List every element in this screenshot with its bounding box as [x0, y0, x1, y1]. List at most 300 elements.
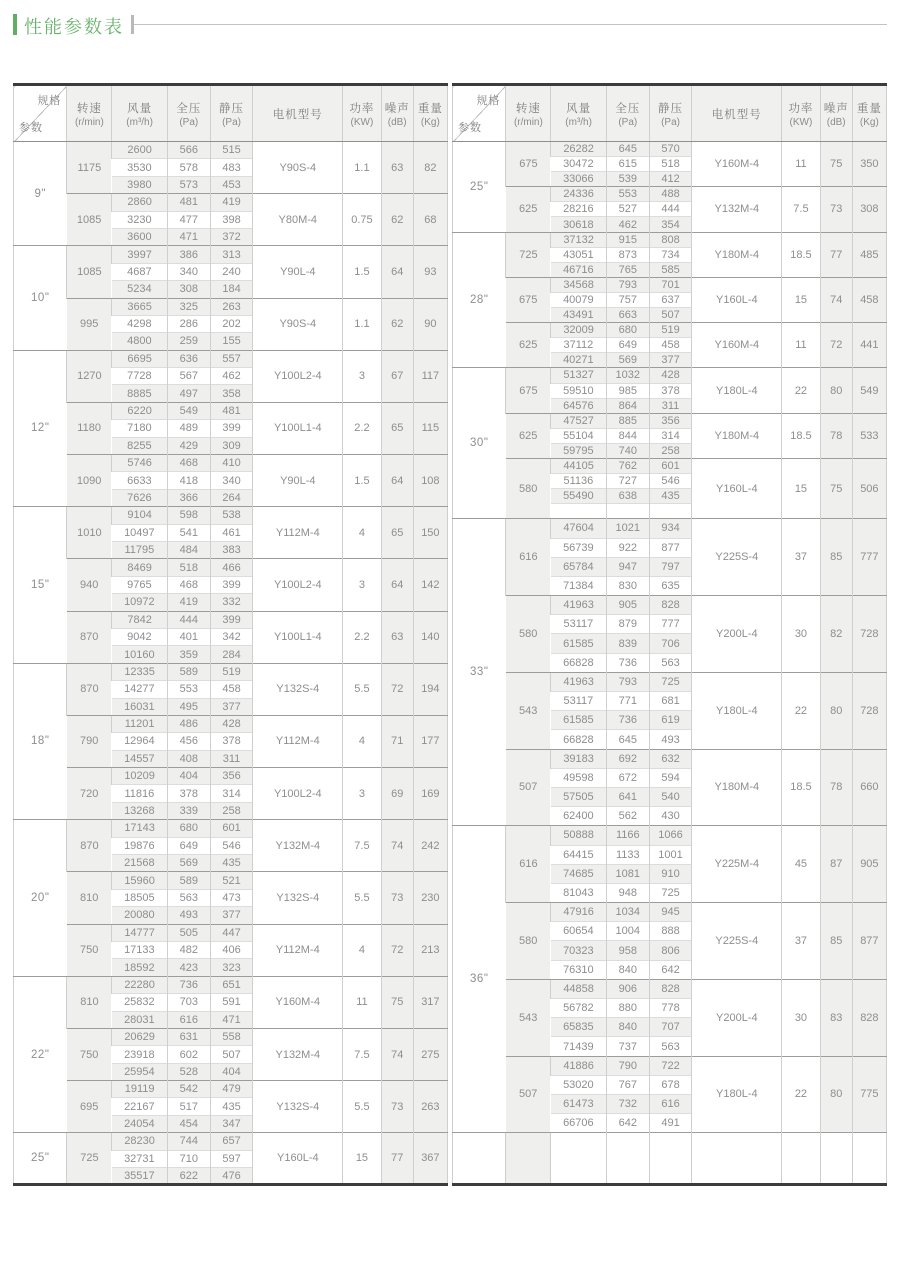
table-body — [453, 142, 887, 1185]
performance-table-right — [452, 83, 887, 1186]
motor-model-cell: Y160M-4 — [692, 142, 782, 187]
static-pressure-cell: 540 — [649, 787, 692, 806]
column-header-label: 全压 — [615, 102, 641, 115]
rpm-cell: 695 — [67, 1081, 112, 1133]
static-pressure-cell: 358 — [210, 385, 253, 402]
column-header-noise-cell — [820, 85, 852, 142]
air-volume-cell: 18505 — [112, 889, 168, 906]
table-header — [453, 85, 887, 142]
column-header-total-pressure-cell — [167, 85, 210, 142]
noise-cell: 85 — [820, 903, 852, 980]
noise-cell: 63 — [381, 142, 413, 194]
total-pressure-cell: 484 — [167, 541, 210, 558]
static-pressure-cell: 594 — [649, 768, 692, 787]
power-cell: 3 — [343, 768, 381, 820]
table-row — [453, 1056, 887, 1075]
rpm-cell: 750 — [67, 1028, 112, 1080]
total-pressure-cell: 505 — [167, 924, 210, 941]
static-pressure-cell: 725 — [649, 672, 692, 691]
power-cell: 15 — [343, 1133, 381, 1185]
motor-model-cell: Y132S-4 — [253, 872, 343, 924]
air-volume-cell: 9765 — [112, 576, 168, 593]
air-volume-cell: 40271 — [551, 353, 607, 368]
power-cell: 5.5 — [343, 663, 381, 715]
air-volume-cell: 64576 — [551, 398, 607, 413]
table-row — [453, 903, 887, 922]
spec-cell — [453, 1133, 506, 1185]
total-pressure-cell: 386 — [167, 246, 210, 263]
power-cell: 18.5 — [782, 749, 820, 826]
table-row — [14, 142, 448, 159]
static-pressure-cell: 507 — [210, 1046, 253, 1063]
air-volume-cell: 11795 — [112, 541, 168, 558]
static-pressure-cell: 601 — [210, 820, 253, 837]
total-pressure-cell: 638 — [606, 489, 649, 504]
static-pressure-cell: 378 — [649, 383, 692, 398]
column-header-unit: (Pa) — [618, 116, 638, 128]
motor-model-cell: Y90L-4 — [253, 246, 343, 298]
total-pressure-cell: 906 — [606, 979, 649, 998]
static-pressure-cell: 546 — [649, 474, 692, 489]
total-pressure-cell: 562 — [606, 807, 649, 826]
air-volume-cell: 49598 — [551, 768, 607, 787]
weight-cell: 506 — [852, 458, 886, 518]
air-volume-cell: 5746 — [112, 455, 168, 472]
rpm-cell: 870 — [67, 663, 112, 715]
air-volume-cell: 30618 — [551, 217, 607, 232]
total-pressure-cell: 468 — [167, 576, 210, 593]
air-volume-cell: 6695 — [112, 350, 168, 367]
static-pressure-cell: 342 — [210, 628, 253, 645]
total-pressure-cell — [606, 504, 649, 519]
air-volume-cell: 22167 — [112, 1098, 168, 1115]
rpm-cell: 625 — [506, 413, 551, 458]
static-pressure-cell: 483 — [210, 159, 253, 176]
static-pressure-cell: 471 — [210, 1011, 253, 1028]
air-volume-cell — [551, 1133, 607, 1185]
static-pressure-cell: 635 — [649, 576, 692, 595]
weight-cell: 194 — [413, 663, 447, 715]
weight-cell: 458 — [852, 277, 886, 322]
total-pressure-cell: 636 — [167, 350, 210, 367]
table-row — [14, 246, 448, 263]
weight-cell: 275 — [413, 1028, 447, 1080]
air-volume-cell: 34568 — [551, 277, 607, 292]
air-volume-cell: 32009 — [551, 323, 607, 338]
air-volume-cell: 7626 — [112, 489, 168, 506]
weight-cell: 117 — [413, 350, 447, 402]
air-volume-cell: 10209 — [112, 768, 168, 785]
table-row — [453, 187, 887, 202]
total-pressure-cell: 736 — [606, 653, 649, 672]
power-cell: 4 — [343, 924, 381, 976]
air-volume-cell: 9042 — [112, 628, 168, 645]
column-header-unit: (KW) — [350, 116, 374, 128]
table-row — [453, 458, 887, 473]
air-volume-cell: 41963 — [551, 672, 607, 691]
total-pressure-cell: 790 — [606, 1056, 649, 1075]
air-volume-cell: 10972 — [112, 594, 168, 611]
spec-cell: 25" — [453, 142, 506, 233]
total-pressure-cell: 404 — [167, 768, 210, 785]
corner-label-param: 参数 — [458, 122, 482, 134]
motor-model-cell: Y100L2-4 — [253, 559, 343, 611]
column-header-weight-cell — [852, 85, 886, 142]
air-volume-cell: 4800 — [112, 333, 168, 350]
air-volume-cell: 71384 — [551, 576, 607, 595]
air-volume-cell: 35517 — [112, 1168, 168, 1185]
static-pressure-cell: 518 — [649, 157, 692, 172]
total-pressure-cell: 471 — [167, 228, 210, 245]
air-volume-cell: 51136 — [551, 474, 607, 489]
power-cell: 18.5 — [782, 232, 820, 277]
power-cell: 5.5 — [343, 1081, 381, 1133]
motor-model-cell: Y90S-4 — [253, 142, 343, 194]
total-pressure-cell: 645 — [606, 142, 649, 157]
air-volume-cell: 10497 — [112, 524, 168, 541]
power-cell: 1.1 — [343, 142, 381, 194]
column-header-label: 转速 — [76, 102, 102, 115]
weight-cell: 177 — [413, 715, 447, 767]
weight-cell: 828 — [852, 979, 886, 1056]
total-pressure-cell: 456 — [167, 733, 210, 750]
air-volume-cell: 47527 — [551, 413, 607, 428]
total-pressure-cell: 757 — [606, 292, 649, 307]
static-pressure-cell: 356 — [210, 768, 253, 785]
static-pressure-cell: 323 — [210, 959, 253, 976]
total-pressure-cell: 566 — [167, 142, 210, 159]
power-cell: 1.5 — [343, 455, 381, 507]
static-pressure-cell: 311 — [210, 750, 253, 767]
air-volume-cell: 28230 — [112, 1133, 168, 1150]
air-volume-cell: 3665 — [112, 298, 168, 315]
rpm-cell: 750 — [67, 924, 112, 976]
air-volume-cell: 9104 — [112, 507, 168, 524]
motor-model-cell: Y160L-4 — [253, 1133, 343, 1185]
total-pressure-cell: 985 — [606, 383, 649, 398]
weight-cell: 877 — [852, 903, 886, 980]
static-pressure-cell: 184 — [210, 281, 253, 298]
total-pressure-cell: 578 — [167, 159, 210, 176]
total-pressure-cell: 680 — [167, 820, 210, 837]
noise-cell: 62 — [381, 298, 413, 350]
air-volume-cell: 24336 — [551, 187, 607, 202]
air-volume-cell: 65835 — [551, 1018, 607, 1037]
rpm-cell: 725 — [67, 1133, 112, 1185]
power-cell: 4 — [343, 507, 381, 559]
static-pressure-cell: 399 — [210, 420, 253, 437]
column-header-label: 电机型号 — [272, 108, 323, 121]
air-volume-cell: 51327 — [551, 368, 607, 383]
spec-cell: 15" — [14, 507, 67, 664]
column-header-air-volume-cell — [551, 85, 607, 142]
table-row — [453, 519, 887, 538]
motor-model-cell: Y200L-4 — [692, 979, 782, 1056]
air-volume-cell: 17133 — [112, 941, 168, 958]
total-pressure-cell: 401 — [167, 628, 210, 645]
air-volume-cell: 2860 — [112, 194, 168, 211]
column-header-unit: (Pa) — [661, 116, 680, 128]
total-pressure-cell: 408 — [167, 750, 210, 767]
motor-model-cell: Y90L-4 — [253, 455, 343, 507]
column-header-label: 静压 — [658, 102, 684, 115]
air-volume-cell: 25954 — [112, 1063, 168, 1080]
static-pressure-cell: 481 — [210, 402, 253, 419]
table-body — [14, 142, 448, 1185]
column-header-label: 风量 — [127, 102, 153, 115]
noise-cell: 82 — [820, 596, 852, 673]
corner-label-param: 参数 — [19, 122, 43, 134]
total-pressure-cell: 589 — [167, 663, 210, 680]
static-pressure-cell: 340 — [210, 472, 253, 489]
rpm-cell: 625 — [506, 323, 551, 368]
column-header-label: 电机型号 — [711, 108, 762, 121]
total-pressure-cell: 922 — [606, 538, 649, 557]
air-volume-cell: 47604 — [551, 519, 607, 538]
air-volume-cell: 2600 — [112, 142, 168, 159]
static-pressure-cell: 651 — [210, 976, 253, 993]
total-pressure-cell: 423 — [167, 959, 210, 976]
air-volume-cell: 8469 — [112, 559, 168, 576]
power-cell: 5.5 — [343, 872, 381, 924]
column-header-label: 功率 — [349, 102, 375, 115]
total-pressure-cell: 616 — [167, 1011, 210, 1028]
air-volume-cell: 3600 — [112, 228, 168, 245]
table-row — [453, 277, 887, 292]
total-pressure-cell: 879 — [606, 615, 649, 634]
noise-cell: 65 — [381, 507, 413, 559]
motor-model-cell: Y100L2-4 — [253, 768, 343, 820]
column-header-label: 转速 — [515, 102, 541, 115]
weight-cell: 213 — [413, 924, 447, 976]
total-pressure-cell: 495 — [167, 698, 210, 715]
static-pressure-cell: 378 — [210, 733, 253, 750]
power-cell: 1.5 — [343, 246, 381, 298]
motor-model-cell: Y112M-4 — [253, 924, 343, 976]
air-volume-cell: 55490 — [551, 489, 607, 504]
static-pressure-cell: 778 — [649, 999, 692, 1018]
weight-cell: 441 — [852, 323, 886, 368]
noise-cell: 80 — [820, 368, 852, 413]
static-pressure-cell: 458 — [649, 338, 692, 353]
total-pressure-cell: 793 — [606, 277, 649, 292]
rpm-cell: 675 — [506, 142, 551, 187]
corner-label-spec: 规格 — [37, 95, 62, 107]
static-pressure-cell: 398 — [210, 211, 253, 228]
static-pressure-cell: 377 — [210, 907, 253, 924]
total-pressure-cell: 1004 — [606, 922, 649, 941]
table-row — [14, 715, 448, 732]
table-row — [14, 1133, 448, 1150]
weight-cell: 533 — [852, 413, 886, 458]
air-volume-cell: 65784 — [551, 557, 607, 576]
rpm-cell: 1090 — [67, 455, 112, 507]
air-volume-cell: 6220 — [112, 402, 168, 419]
table-row — [14, 976, 448, 993]
column-header-label: 全压 — [176, 102, 202, 115]
column-header-noise-cell — [381, 85, 413, 142]
power-cell: 30 — [782, 596, 820, 673]
static-pressure-cell: 473 — [210, 889, 253, 906]
column-header-total-pressure-cell — [606, 85, 649, 142]
total-pressure-cell: 727 — [606, 474, 649, 489]
motor-model-cell: Y180L-4 — [692, 1056, 782, 1133]
weight-cell: 367 — [413, 1133, 447, 1185]
air-volume-cell: 59510 — [551, 383, 607, 398]
motor-model-cell: Y180M-4 — [692, 232, 782, 277]
table-row — [453, 826, 887, 845]
spec-cell: 9" — [14, 142, 67, 246]
motor-model-cell: Y112M-4 — [253, 715, 343, 767]
column-header-power-cell — [782, 85, 820, 142]
noise-cell: 62 — [381, 194, 413, 246]
air-volume-cell: 22280 — [112, 976, 168, 993]
weight-cell: 150 — [413, 507, 447, 559]
total-pressure-cell: 732 — [606, 1094, 649, 1113]
rpm-cell: 870 — [67, 611, 112, 663]
static-pressure-cell: 507 — [649, 308, 692, 323]
table-row — [14, 820, 448, 837]
air-volume-cell: 53117 — [551, 692, 607, 711]
motor-model-cell: Y225S-4 — [692, 903, 782, 980]
air-volume-cell: 19119 — [112, 1081, 168, 1098]
air-volume-cell: 71439 — [551, 1037, 607, 1056]
static-pressure-cell: 546 — [210, 837, 253, 854]
total-pressure-cell: 569 — [606, 353, 649, 368]
total-pressure-cell: 567 — [167, 368, 210, 385]
total-pressure-cell: 553 — [167, 681, 210, 698]
rpm-cell: 725 — [506, 232, 551, 277]
air-volume-cell — [551, 504, 607, 519]
total-pressure-cell: 517 — [167, 1098, 210, 1115]
noise-cell: 80 — [820, 672, 852, 749]
total-pressure-cell: 736 — [167, 976, 210, 993]
static-pressure-cell: 263 — [210, 298, 253, 315]
table-row — [14, 872, 448, 889]
total-pressure-cell: 418 — [167, 472, 210, 489]
air-volume-cell: 8885 — [112, 385, 168, 402]
weight-cell: 68 — [413, 194, 447, 246]
air-volume-cell: 8255 — [112, 437, 168, 454]
table-row — [14, 402, 448, 419]
column-header-motor-model-cell — [253, 85, 343, 142]
table-row — [14, 559, 448, 576]
static-pressure-cell: 258 — [210, 802, 253, 819]
air-volume-cell: 50888 — [551, 826, 607, 845]
weight-cell: 142 — [413, 559, 447, 611]
static-pressure-cell: 616 — [649, 1094, 692, 1113]
column-header-label: 噪声 — [384, 102, 410, 115]
total-pressure-cell: 642 — [606, 1114, 649, 1133]
static-pressure-cell: 347 — [210, 1115, 253, 1132]
air-volume-cell: 13268 — [112, 802, 168, 819]
title-accent-bar — [13, 14, 17, 35]
total-pressure-cell: 737 — [606, 1037, 649, 1056]
static-pressure-cell: 681 — [649, 692, 692, 711]
rpm-cell: 580 — [506, 458, 551, 518]
static-pressure-cell: 1066 — [649, 826, 692, 845]
static-pressure-cell: 435 — [210, 855, 253, 872]
column-header-unit: (KW) — [789, 116, 813, 128]
rpm-cell: 1085 — [67, 246, 112, 298]
power-cell — [782, 1133, 820, 1185]
noise-cell: 77 — [381, 1133, 413, 1185]
column-header-unit: (r/min) — [74, 116, 104, 128]
static-pressure-cell: 493 — [649, 730, 692, 749]
table-row — [14, 507, 448, 524]
total-pressure-cell: 840 — [606, 960, 649, 979]
table-row — [14, 350, 448, 367]
total-pressure-cell: 308 — [167, 281, 210, 298]
motor-model-cell: Y132M-4 — [253, 1028, 343, 1080]
weight-cell: 777 — [852, 519, 886, 596]
table-row — [14, 768, 448, 785]
static-pressure-cell: 377 — [210, 698, 253, 715]
table-row — [453, 368, 887, 383]
rpm-cell: 995 — [67, 298, 112, 350]
total-pressure-cell: 602 — [167, 1046, 210, 1063]
total-pressure-cell: 569 — [167, 855, 210, 872]
static-pressure-cell: 314 — [649, 428, 692, 443]
air-volume-cell: 15960 — [112, 872, 168, 889]
rpm-cell: 720 — [67, 768, 112, 820]
total-pressure-cell: 615 — [606, 157, 649, 172]
total-pressure-cell: 622 — [167, 1168, 210, 1185]
noise-cell: 73 — [381, 1081, 413, 1133]
total-pressure-cell: 645 — [606, 730, 649, 749]
column-header-unit: (dB) — [826, 116, 846, 128]
rpm-cell: 1010 — [67, 507, 112, 559]
total-pressure-cell: 740 — [606, 443, 649, 458]
weight-cell: 242 — [413, 820, 447, 872]
weight-cell: 308 — [852, 187, 886, 232]
noise-cell: 87 — [820, 826, 852, 903]
static-pressure-cell: 706 — [649, 634, 692, 653]
total-pressure-cell: 359 — [167, 646, 210, 663]
motor-model-cell: Y225M-4 — [692, 826, 782, 903]
static-pressure-cell: 828 — [649, 596, 692, 615]
power-cell: 4 — [343, 715, 381, 767]
static-pressure-cell: 570 — [649, 142, 692, 157]
total-pressure-cell: 340 — [167, 263, 210, 280]
total-pressure-cell: 649 — [167, 837, 210, 854]
total-pressure-cell: 493 — [167, 907, 210, 924]
column-header-rpm-cell — [506, 85, 551, 142]
power-cell: 2.2 — [343, 611, 381, 663]
static-pressure-cell: 910 — [649, 864, 692, 883]
total-pressure-cell: 527 — [606, 202, 649, 217]
air-volume-cell: 3530 — [112, 159, 168, 176]
power-cell: 37 — [782, 903, 820, 980]
title-rule — [134, 24, 887, 25]
table-row — [453, 232, 887, 247]
column-header-label: 风量 — [566, 102, 592, 115]
total-pressure-cell: 762 — [606, 458, 649, 473]
static-pressure-cell: 722 — [649, 1056, 692, 1075]
total-pressure-cell: 454 — [167, 1115, 210, 1132]
total-pressure-cell: 462 — [606, 217, 649, 232]
static-pressure-cell: 284 — [210, 646, 253, 663]
weight-cell: 82 — [413, 142, 447, 194]
static-pressure-cell: 314 — [210, 785, 253, 802]
weight-cell: 90 — [413, 298, 447, 350]
weight-cell: 728 — [852, 672, 886, 749]
air-volume-cell: 61585 — [551, 711, 607, 730]
total-pressure-cell: 864 — [606, 398, 649, 413]
air-volume-cell: 44105 — [551, 458, 607, 473]
power-cell: 11 — [782, 323, 820, 368]
static-pressure-cell: 777 — [649, 615, 692, 634]
